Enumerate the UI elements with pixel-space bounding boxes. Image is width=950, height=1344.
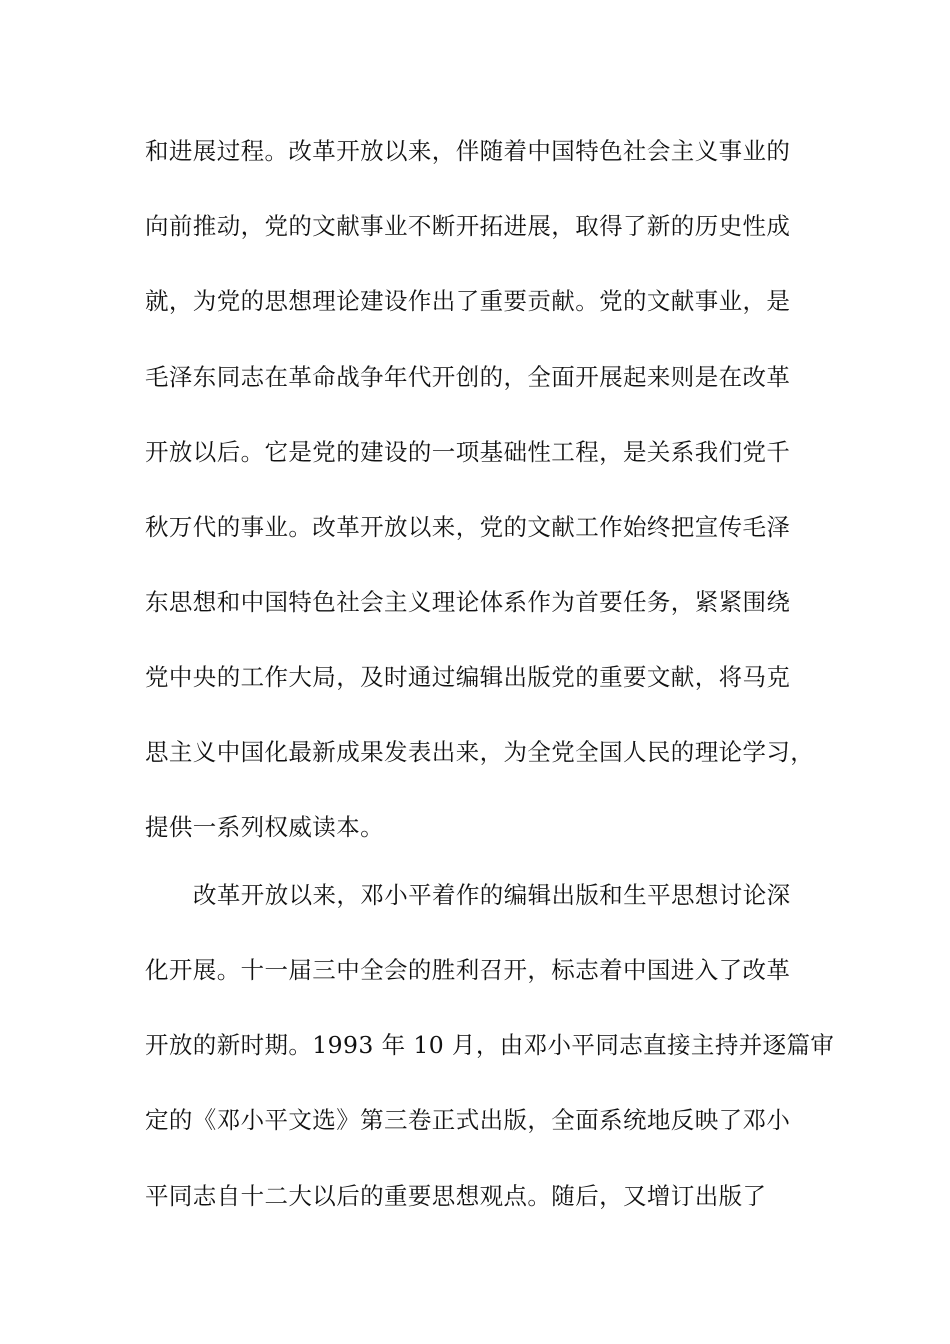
text-line: 化开展。十一届三中全会的胜利召开，标志着中国进入了改革: [145, 956, 791, 984]
text-line: 思主义中国化最新成果发表出来，为全党全国人民的理论学习，: [145, 738, 815, 766]
text-line: 向前推动，党的文献事业不断开拓进展，取得了新的历史性成: [145, 212, 791, 240]
text-line: 提供一系列权威读本。: [145, 813, 384, 841]
text-line: 开放以后。它是党的建设的一项基础性工程，是关系我们党千: [145, 438, 791, 466]
text-line: 平同志自十二大以后的重要思想观点。随后，又增订出版了: [145, 1182, 767, 1210]
text-line: 和进展过程。改革开放以来，伴随着中国特色社会主义事业的: [145, 137, 791, 165]
text-line: 定的《邓小平文选》第三卷正式出版，全面系统地反映了邓小: [145, 1106, 791, 1134]
text-line: 就，为党的思想理论建设作出了重要贡献。党的文献事业，是: [145, 287, 791, 315]
paragraph-first-line: 改革开放以来，邓小平着作的编辑出版和生平思想讨论深: [193, 881, 791, 909]
text-line: 党中央的工作大局，及时通过编辑出版党的重要文献，将马克: [145, 663, 791, 691]
text-line: 秋万代的事业。改革开放以来，党的文献工作始终把宣传毛泽: [145, 513, 791, 541]
text-line: 毛泽东同志在革命战争年代开创的，全面开展起来则是在改革: [145, 363, 791, 391]
text-line: 东思想和中国特色社会主义理论体系作为首要任务，紧紧围绕: [145, 588, 791, 616]
text-line: 开放的新时期。1993 年 10 月，由邓小平同志直接主持并逐篇审: [145, 1031, 835, 1059]
